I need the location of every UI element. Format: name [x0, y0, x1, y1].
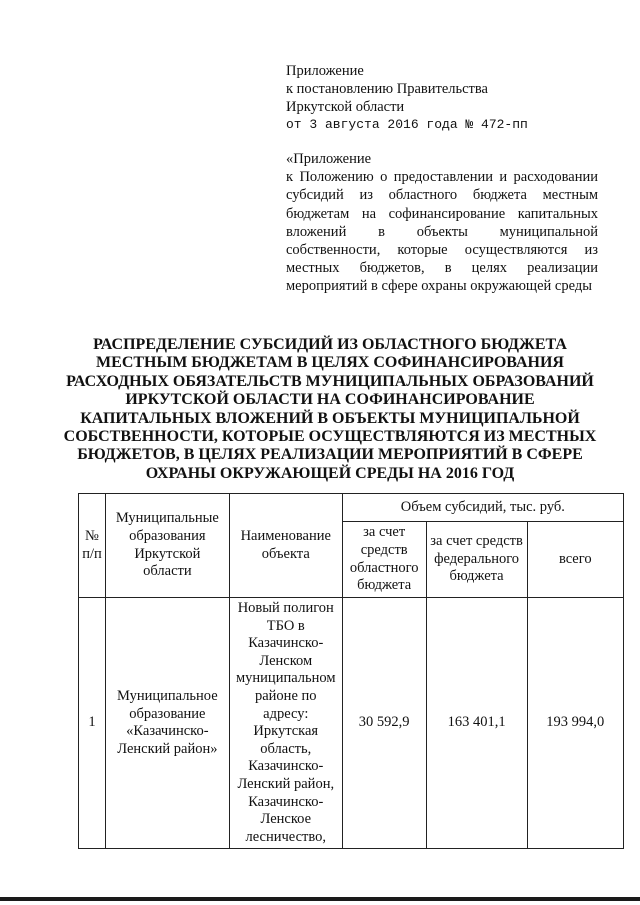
row-municipality: Муниципальное образование «Казачинско-Ленский район»: [105, 598, 229, 849]
row-total-amount: 193 994,0: [527, 598, 623, 849]
annex-body: к Положению о предоставлении и расходовании субсидий из областного бюджета местным бюджетам на софинансирование капитальных вложений в объекты муниципальной собственности, которые осуществляются из местных бюджетов, в целях реализации мероприятий в сфере охраны окружающей среды: [286, 169, 598, 295]
col-header-total: всего: [527, 522, 623, 598]
col-header-regional-budget: за счет средств областного бюджета: [342, 522, 426, 598]
document-title: РАСПРЕДЕЛЕНИЕ СУБСИДИЙ ИЗ ОБЛАСТНОГО БЮДЖЕТА МЕСТНЫМ БЮДЖЕТАМ В ЦЕЛЯХ СОФИНАНСИРОВАНИЯ РАСХОДНЫХ ОБЯЗАТЕЛЬСТВ МУНИЦИПАЛЬНЫХ ОБРАЗОВАНИЙ ИРКУТСКОЙ ОБЛАСТИ НА СОФИНАНСИРОВАНИЕ КАПИТАЛЬНЫХ ВЛОЖЕНИЙ В ОБЪЕКТЫ МУНИЦИПАЛЬНОЙ СОБСТВЕННОСТИ, КОТОРЫЕ ОСУЩЕСТВЛЯЮТСЯ ИЗ МЕСТНЫХ БЮДЖЕТОВ, В ЦЕЛЯХ РЕАЛИЗАЦИИ МЕРОПРИЯТИЙ В СФЕРЕ ОХРАНЫ ОКРУЖАЮЩЕЙ СРЕДЫ НА 2016 ГОД: [63, 336, 597, 482]
approval-block: [286, 62, 616, 134]
approval-date-line: от 3 августа 2016 года № 472-пп: [286, 117, 528, 132]
col-header-subsidy-volume: Объем субсидий, тыс. руб.: [342, 494, 623, 522]
col-header-number: № п/п: [79, 494, 106, 598]
approval-line-3: Иркутской области: [286, 99, 405, 115]
annex-reference: [286, 150, 598, 296]
approval-line-2: к постановлению Правительства: [286, 81, 488, 97]
col-header-federal-budget: за счет средств федерального бюджета: [426, 522, 527, 598]
col-header-municipality: Муниципальные образования Иркутской области: [105, 494, 229, 598]
row-number: 1: [79, 598, 106, 849]
table-row: [79, 598, 624, 849]
row-federal-amount: 163 401,1: [426, 598, 527, 849]
subsidy-table: [78, 493, 624, 849]
approval-line-1: Приложение: [286, 63, 364, 79]
row-regional-amount: 30 592,9: [342, 598, 426, 849]
annex-heading: «Приложение: [286, 151, 372, 167]
row-object: Новый полигон ТБО в Казачинско-Ленском муниципальном районе по адресу: Иркутская область, Казачинско-Ленский район, Казачинско-Ленское лесничество,: [229, 598, 342, 849]
col-header-object: Наименование объекта: [229, 494, 342, 598]
page-bottom-rule: [0, 897, 640, 901]
